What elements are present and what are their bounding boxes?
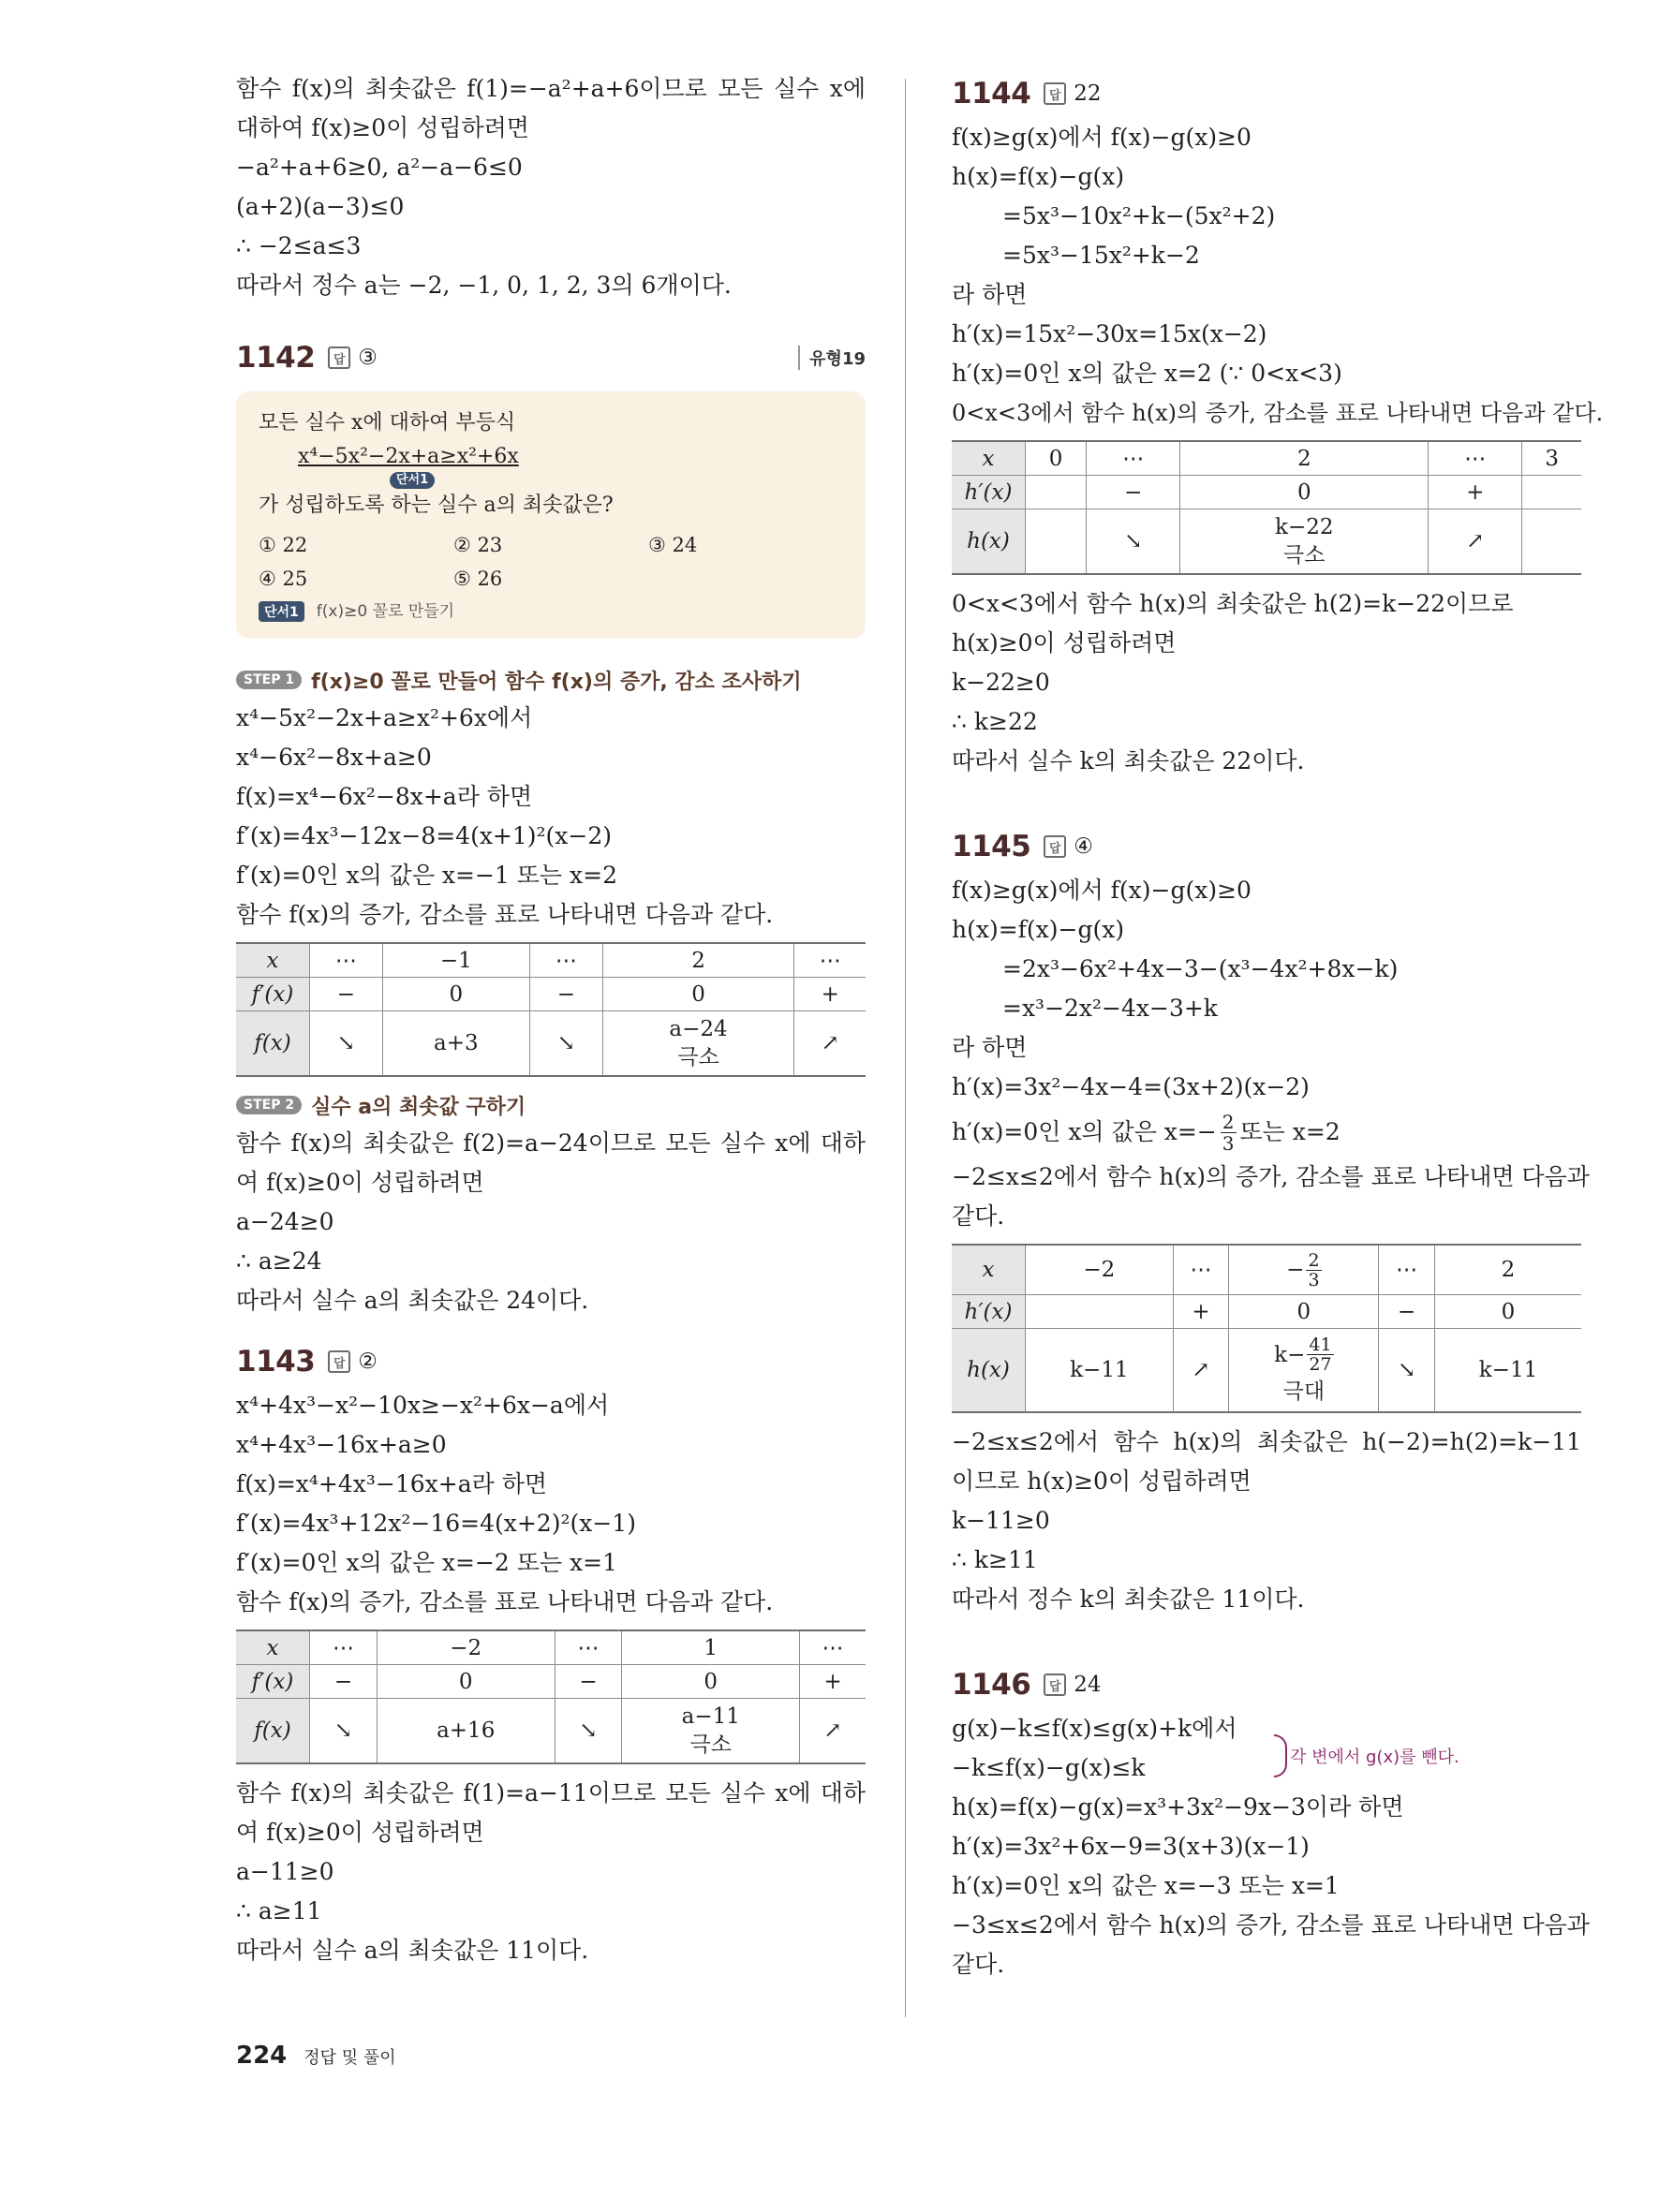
table-cell (1026, 509, 1087, 575)
table-cell: ⋯ (1087, 441, 1180, 476)
text-line: f′(x)=0인 x의 값은 x=−2 또는 x=1 (236, 1549, 617, 1576)
step-badge: STEP 1 (236, 671, 302, 689)
table-cell (1522, 509, 1581, 575)
table-cell: x (236, 1630, 310, 1665)
table-cell: −1 (382, 943, 529, 978)
table-cell: f′(x) (236, 978, 310, 1011)
table-cell: ⋯ (794, 943, 866, 978)
table-cell: 2 (1180, 441, 1429, 476)
side-note-brace (1274, 1734, 1287, 1777)
problem-header-1143 (236, 1337, 866, 1386)
table-cell: ↘ (310, 1011, 383, 1077)
table-cell: 2 (602, 943, 794, 978)
extremum-value: k−22 (1275, 515, 1334, 539)
extremum-label: 극소 (1283, 543, 1326, 568)
table-cell: 0 (1434, 1295, 1581, 1329)
table-cell: ⋯ (530, 943, 603, 978)
answer-value: 22 (1074, 81, 1102, 106)
problem-number: 1142 (236, 341, 316, 375)
table-cell: 0 (622, 1665, 800, 1699)
question-line: 가 성립하도록 하는 실수 a의 최솟값은? (259, 494, 614, 517)
table-cell: ↘ (310, 1699, 378, 1764)
table-cell: −2 (1026, 1245, 1174, 1295)
table-cell: − (1379, 1295, 1435, 1329)
text-line: 함수 f(x)의 증가, 감소를 표로 나타내면 다음과 같다. (236, 901, 774, 928)
table-cell: ⋯ (1379, 1245, 1435, 1295)
left-column (236, 69, 866, 1970)
table-cell: ⋯ (800, 1630, 866, 1665)
table-cell: f(x) (236, 1699, 310, 1764)
answer-icon: 답 (1044, 835, 1066, 858)
answer-icon: 답 (328, 347, 350, 369)
problem-number: 1144 (952, 77, 1031, 111)
text-line: h(x)=f(x)−g(x)=x³+3x²−9x−3이라 하면 (952, 1793, 1404, 1821)
table-cell: h′(x) (952, 1295, 1026, 1329)
table-cell (1026, 1295, 1174, 1329)
table-cell: k−11 (1434, 1329, 1581, 1413)
text-fragment: h′(x)=0인 x의 값은 x=− (952, 1118, 1217, 1145)
text-line: x⁴−6x²−8x+a≥0 (236, 744, 432, 771)
table-cell: a+16 (377, 1699, 555, 1764)
text-line: h′(x)=0인 x의 값은 x=−3 또는 x=1 (952, 1872, 1340, 1899)
side-note: 각 변에서 g(x)를 뺀다. (1290, 1747, 1459, 1767)
text-line: ∴ a≥24 (236, 1247, 322, 1275)
text-line: 여 f(x)≥0이 성립하려면 (236, 1169, 484, 1196)
table-cell: 0 (1026, 441, 1087, 476)
table-cell: 1 (622, 1630, 800, 1665)
text-line: −3≤x≤2에서 함수 h(x)의 증가, 감소를 표로 나타내면 다음과 (952, 1911, 1590, 1939)
table-cell: x (236, 943, 310, 978)
text-line: 함수 f(x)의 최솟값은 f(1)=a−11이므로 모든 실수 x에 대하 (236, 1779, 866, 1806)
table-cell: ⋯ (310, 1630, 378, 1665)
table-cell: 0 (602, 978, 794, 1011)
type-tag: 유형19 (798, 346, 866, 370)
table-cell: ↗ (1173, 1329, 1229, 1413)
table-cell: ⋯ (1173, 1245, 1229, 1295)
page-footer (236, 2042, 396, 2070)
table-cell: h′(x) (952, 476, 1026, 509)
step-1-heading (236, 661, 866, 699)
problem-header-1142 (236, 333, 866, 382)
choice-1: ① 22 (259, 534, 308, 556)
text-line: 따라서 정수 k의 최솟값은 11이다. (952, 1585, 1305, 1613)
extremum-value: a−24 (669, 1017, 728, 1041)
fraction-denominator: 3 (1222, 1131, 1235, 1155)
text-line: 따라서 실수 a의 최솟값은 24이다. (236, 1287, 589, 1314)
text-line: a−24≥0 (236, 1208, 334, 1235)
minus-sign: − (1286, 1258, 1305, 1282)
text-line: 따라서 실수 k의 최솟값은 22이다. (952, 747, 1305, 774)
variation-table-1145 (952, 1244, 1581, 1413)
text-line: −k≤f(x)−g(x)≤k (952, 1754, 1146, 1781)
table-cell: f(x) (236, 1011, 310, 1077)
choice-3: ③ 24 (648, 534, 698, 556)
text-line: =2x³−6x²+4x−3−(x³−4x²+8x−k) (1002, 955, 1399, 982)
table-cell: f′(x) (236, 1665, 310, 1699)
fraction-numerator: 2 (1308, 1249, 1320, 1271)
text-line: h(x)≥0이 성립하려면 (952, 629, 1177, 656)
text-line: ∴ −2≤a≤3 (236, 232, 362, 259)
step-title: f(x)≥0 꼴로 만들어 함수 f(x)의 증가, 감소 조사하기 (311, 670, 802, 694)
text-line: ∴ k≥22 (952, 708, 1038, 735)
text-line: g(x)−k≤f(x)≤g(x)+k에서 (952, 1715, 1237, 1742)
problem-number: 1143 (236, 1345, 316, 1379)
table-cell-extremum (1229, 1329, 1379, 1413)
extremum-label: 극대 (1282, 1379, 1326, 1404)
table-cell: x (952, 441, 1026, 476)
extremum-value: a−11 (681, 1704, 740, 1729)
step-2-heading (236, 1086, 866, 1124)
text-line: f(x)≥g(x)에서 f(x)−g(x)≥0 (952, 124, 1252, 151)
table-cell: k−11 (1026, 1329, 1174, 1413)
text-line: −2≤x≤2에서 함수 h(x)의 최솟값은 h(−2)=h(2)=k−11 (952, 1428, 1581, 1455)
fraction (1306, 1251, 1321, 1290)
table-cell: − (1087, 476, 1180, 509)
text-line: f′(x)=4x³−12x−8=4(x+1)²(x−2) (236, 822, 613, 849)
answer-value: ② (358, 1349, 378, 1374)
text-line: (a+2)(a−3)≤0 (236, 193, 405, 220)
text-line: f(x)=x⁴+4x³−16x+a라 하면 (236, 1470, 548, 1497)
table-cell-extremum (622, 1699, 800, 1764)
problem-number: 1146 (952, 1668, 1031, 1702)
step-title: 실수 a의 최솟값 구하기 (311, 1095, 526, 1119)
text-line: h(x)=f(x)−g(x) (952, 163, 1125, 190)
text-line: x⁴+4x³−x²−10x≥−x²+6x−a에서 (236, 1392, 610, 1419)
problem-header-1145 (952, 822, 1581, 871)
right-column (952, 69, 1604, 1984)
variation-table-1144 (952, 440, 1581, 575)
column-divider (905, 79, 906, 2017)
text-line: 여 f(x)≥0이 성립하려면 (236, 1819, 484, 1846)
hint-badge: 단서1 (259, 601, 304, 622)
page-number: 224 (236, 2042, 288, 2070)
answer-value: 24 (1074, 1673, 1102, 1697)
table-cell: ↘ (1379, 1329, 1435, 1413)
answer-icon: 답 (1044, 82, 1066, 105)
choice-4: ④ 25 (259, 568, 308, 590)
text-fragment: 또는 x=2 (1239, 1118, 1341, 1145)
table-cell: − (310, 978, 383, 1011)
table-cell: ↘ (555, 1699, 622, 1764)
table-cell: ⋯ (555, 1630, 622, 1665)
text-line: h(x)=f(x)−g(x) (952, 916, 1125, 943)
step-badge: STEP 2 (236, 1096, 302, 1114)
table-cell: 0 (1229, 1295, 1379, 1329)
text-line: −2≤x≤2에서 함수 h(x)의 증가, 감소를 표로 나타내면 다음과 (952, 1163, 1590, 1190)
choice-2: ② 23 (453, 534, 503, 556)
table-cell: h(x) (952, 1329, 1026, 1413)
text-line: 라 하면 (952, 1034, 1028, 1061)
footer-label: 정답 및 풀이 (304, 2048, 396, 2068)
answer-icon: 답 (1044, 1674, 1066, 1696)
text-line: −a²+a+6≥0, a²−a−6≤0 (236, 154, 523, 181)
text-line: f(x)≥g(x)에서 f(x)−g(x)≥0 (952, 877, 1252, 904)
table-cell: ⋯ (310, 943, 383, 978)
table-cell: − (310, 1665, 378, 1699)
text-line: =5x³−15x²+k−2 (1002, 242, 1200, 269)
extremum-label: 극소 (677, 1045, 719, 1069)
text-line: 함수 f(x)의 최솟값은 f(2)=a−24이므로 모든 실수 x에 대하 (236, 1129, 866, 1157)
fraction (1307, 1335, 1333, 1374)
problem-header-1144 (952, 69, 1581, 118)
table-cell: a+3 (382, 1011, 529, 1077)
text-line: x⁴+4x³−16x+a≥0 (236, 1431, 447, 1458)
text-line: f(x)=x⁴−6x²−8x+a라 하면 (236, 783, 533, 810)
table-cell: ↗ (794, 1011, 866, 1077)
table-cell-fraction (1229, 1245, 1379, 1295)
table-cell: 0 (382, 978, 529, 1011)
answer-value: ③ (358, 346, 378, 370)
table-cell: ↗ (1429, 509, 1522, 575)
text-line: 함수 f(x)의 최솟값은 f(1)=−a²+a+6이므로 모든 실수 x에 (236, 75, 866, 102)
extremum-label: 극소 (689, 1733, 732, 1757)
table-cell: ↗ (800, 1699, 866, 1764)
text-line: k−22≥0 (952, 669, 1050, 696)
choice-5: ⑤ 26 (453, 568, 503, 590)
text-line: ∴ k≥11 (952, 1546, 1038, 1573)
question-box (236, 391, 866, 639)
fraction-denominator: 3 (1308, 1269, 1320, 1290)
table-cell: + (800, 1665, 866, 1699)
fraction-numerator: 2 (1222, 1110, 1235, 1133)
table-cell (1026, 476, 1087, 509)
table-cell: 2 (1434, 1245, 1581, 1295)
problem-number: 1145 (952, 830, 1031, 863)
table-cell: ↘ (1087, 509, 1180, 575)
problem-header-1146 (952, 1660, 1581, 1709)
table-cell: h(x) (952, 509, 1026, 575)
table-cell: + (1429, 476, 1522, 509)
table-cell-extremum (602, 1011, 794, 1077)
text-line: 따라서 실수 a의 최솟값은 11이다. (236, 1937, 589, 1964)
text-line: 0<x<3에서 함수 h(x)의 증가, 감소를 표로 나타내면 다음과 같다. (952, 400, 1604, 426)
text-line: f′(x)=0인 x의 값은 x=−1 또는 x=2 (236, 862, 617, 889)
text-line: 이므로 h(x)≥0이 성립하려면 (952, 1467, 1252, 1495)
table-cell: + (794, 978, 866, 1011)
text-line: 같다. (952, 1951, 1005, 1978)
text-line: k−11≥0 (952, 1507, 1050, 1534)
critical-points-line (952, 1107, 1581, 1158)
extremum-prefix: k− (1274, 1342, 1306, 1367)
text-line: ∴ a≥11 (236, 1897, 322, 1924)
answer-value: ④ (1074, 834, 1093, 859)
table-cell: 3 (1522, 441, 1581, 476)
table-cell: − (530, 978, 603, 1011)
clue-badge: 단서1 (390, 472, 435, 489)
table-cell: + (1173, 1295, 1229, 1329)
table-cell (1522, 476, 1581, 509)
text-line: h′(x)=15x²−30x=15x(x−2) (952, 320, 1267, 347)
text-line: =5x³−10x²+k−(5x²+2) (1002, 202, 1276, 229)
question-line: 모든 실수 x에 대하여 부등식 (259, 411, 516, 435)
table-cell: ↘ (530, 1011, 603, 1077)
text-line: h′(x)=0인 x의 값은 x=2 (∵ 0<x<3) (952, 360, 1342, 387)
text-line: 0<x<3에서 함수 h(x)의 최솟값은 h(2)=k−22이므로 (952, 590, 1514, 617)
text-line: 따라서 정수 a는 −2, −1, 0, 1, 2, 3의 6개이다. (236, 272, 732, 299)
text-line: f′(x)=4x³+12x²−16=4(x+2)²(x−1) (236, 1510, 636, 1537)
answer-icon: 답 (328, 1350, 350, 1373)
text-line: h′(x)=3x²+6x−9=3(x+3)(x−1) (952, 1833, 1310, 1860)
table-cell: −2 (377, 1630, 555, 1665)
text-line: 같다. (952, 1202, 1005, 1230)
text-line: h′(x)=3x²−4x−4=(3x+2)(x−2) (952, 1073, 1310, 1100)
fraction (1221, 1112, 1237, 1154)
text-line: 라 하면 (952, 281, 1028, 308)
variation-table-1143 (236, 1630, 866, 1764)
text-line: 대하여 f(x)≥0이 성립하려면 (236, 114, 529, 141)
table-cell: 0 (1180, 476, 1429, 509)
fraction-numerator: 41 (1309, 1335, 1332, 1355)
question-inequality: x⁴−5x²−2x+a≥x²+6x (298, 445, 519, 468)
text-line: a−11≥0 (236, 1858, 334, 1885)
choice-list (259, 530, 843, 594)
table-cell: − (555, 1665, 622, 1699)
text-line: 함수 f(x)의 증가, 감소를 표로 나타내면 다음과 같다. (236, 1588, 774, 1615)
table-cell: ⋯ (1429, 441, 1522, 476)
fraction-denominator: 27 (1309, 1354, 1332, 1375)
table-cell: x (952, 1245, 1026, 1295)
hint-text: f(x)≥0 꼴로 만들기 (316, 602, 455, 621)
text-line: =x³−2x²−4x−3+k (1002, 995, 1218, 1022)
text-line: x⁴−5x²−2x+a≥x²+6x에서 (236, 704, 533, 731)
table-cell: 0 (377, 1665, 555, 1699)
table-cell-extremum (1180, 509, 1429, 575)
variation-table-1142 (236, 942, 866, 1077)
